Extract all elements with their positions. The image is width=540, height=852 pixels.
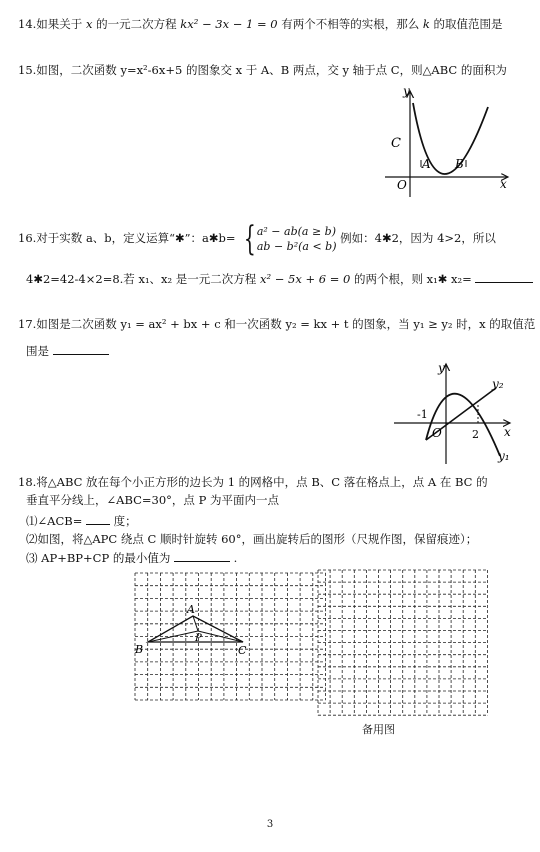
q18-spare-caption: 备用图	[362, 723, 395, 736]
q16-brace: {	[244, 219, 256, 259]
q17-function-graph	[392, 360, 520, 465]
q15-origin: O	[397, 178, 407, 192]
q16-equation: x² − 5x + 6 = 0	[259, 272, 351, 286]
q15-text: 15.如图，二次函数 y=x²-6x+5 的图象交 x 于 A、B 两点，交 y 轴于点 C，则△ABC 的面积为	[18, 63, 507, 77]
q17-y-label: y	[438, 361, 445, 375]
q18-grid-lines	[135, 573, 326, 700]
q15-line	[18, 62, 507, 78]
q16-text-suffix: 例如：4✱2，因为 4>2，所以	[340, 231, 496, 245]
q16-line2	[26, 270, 533, 287]
q18-part3	[26, 549, 237, 566]
q17-text-line2: 围是	[26, 344, 49, 358]
q14-text-prefix: 14.如果关于	[18, 17, 83, 31]
q17-y1-label: y₁	[498, 449, 510, 463]
q17-parabola-y1	[426, 394, 500, 456]
q18-grid-spare	[316, 568, 492, 716]
q16-line1	[18, 219, 496, 259]
q17-y2-label: y₂	[492, 377, 504, 391]
q14-line	[18, 16, 503, 32]
q17-label-neg1: -1	[417, 408, 428, 421]
q17-text: 17.如图是二次函数 y₁ = ax² + bx + c 和一次函数 y₂ = kx + t 的图象，当 y₁ ≥ y₂ 时，x 的取值范	[18, 317, 536, 331]
page-number: 3	[266, 819, 274, 830]
q16-answer-blank[interactable]	[475, 270, 533, 283]
q15-point-a: A	[422, 157, 431, 171]
q17-line1	[18, 316, 535, 332]
q15-parabola-graph	[380, 85, 520, 200]
q18-grid-main	[133, 571, 333, 709]
q17-label-2: 2	[472, 428, 479, 441]
q17-answer-blank[interactable]	[53, 342, 109, 355]
q18-part3-blank[interactable]	[174, 549, 230, 562]
q14-text-suffix: 有两个不相等的实根，那么	[281, 17, 420, 31]
q16-text-line2-prefix: 4✱2=42-4×2=8.若 x₁、x₂ 是一元二次方程	[26, 272, 257, 286]
q14-var-x: x	[85, 17, 93, 31]
q15-point-c: C	[391, 136, 401, 151]
q18-text-line2: 垂直平分线上，∠ABC=30°，点 P 为平面内一点	[26, 493, 279, 507]
q18-point-a: A	[187, 603, 195, 616]
q18-point-p: P	[195, 633, 202, 644]
q16-text-prefix: 16.对于实数 a、b，定义运算“✱”：a✱b=	[18, 231, 236, 245]
q17-x-label: x	[504, 425, 511, 439]
q18-text: 18.将△ABC 放在每个小正方形的边长为 1 的网格中，点 B、C 落在格点上，点 A 在 BC 的	[18, 475, 488, 489]
q18-point-b: B	[135, 643, 144, 656]
q17-origin: O	[432, 426, 442, 440]
q18-part1	[26, 512, 137, 529]
q18-part2-text: ⑵如图，将△APC 绕点 C 顺时针旋转 60°，画出旋转后的图形（尺规作图，保留痕迹）；	[26, 532, 478, 546]
q15-y-label: y	[403, 84, 410, 98]
q18-part3-prefix: ⑶ AP+BP+CP 的最小值为	[26, 551, 171, 565]
q18-line1	[18, 474, 488, 490]
q14-equation: kx² − 3x − 1 = 0	[180, 17, 278, 31]
q18-part3-suffix: .	[233, 551, 238, 565]
q16-cases	[257, 224, 337, 254]
q17-line2	[26, 342, 109, 359]
q14-var-k: k	[422, 17, 430, 31]
q18-point-c: C	[238, 644, 247, 657]
q16-case2: ab − b²(a < b)	[256, 240, 337, 253]
q16-piecewise	[239, 219, 337, 259]
q15-x-label: x	[500, 177, 507, 191]
q18-part1-blank[interactable]	[86, 512, 110, 525]
q15-point-b: B	[455, 157, 464, 171]
q16-text-line2-suffix: 的两个根，则 x₁✱ x₂=	[354, 272, 472, 286]
q18-part1-suffix: 度；	[113, 514, 137, 528]
q18-line2	[26, 492, 279, 508]
q18-part1-prefix: ⑴∠ACB=	[26, 514, 83, 528]
q18-part2	[26, 531, 477, 547]
q18-spare-grid-lines	[318, 570, 487, 715]
q14-text-end: 的取值范围是	[433, 17, 503, 31]
q16-case1: a² − ab(a ≥ b)	[256, 225, 337, 238]
q14-text-mid: 的一元二次方程	[96, 17, 177, 31]
